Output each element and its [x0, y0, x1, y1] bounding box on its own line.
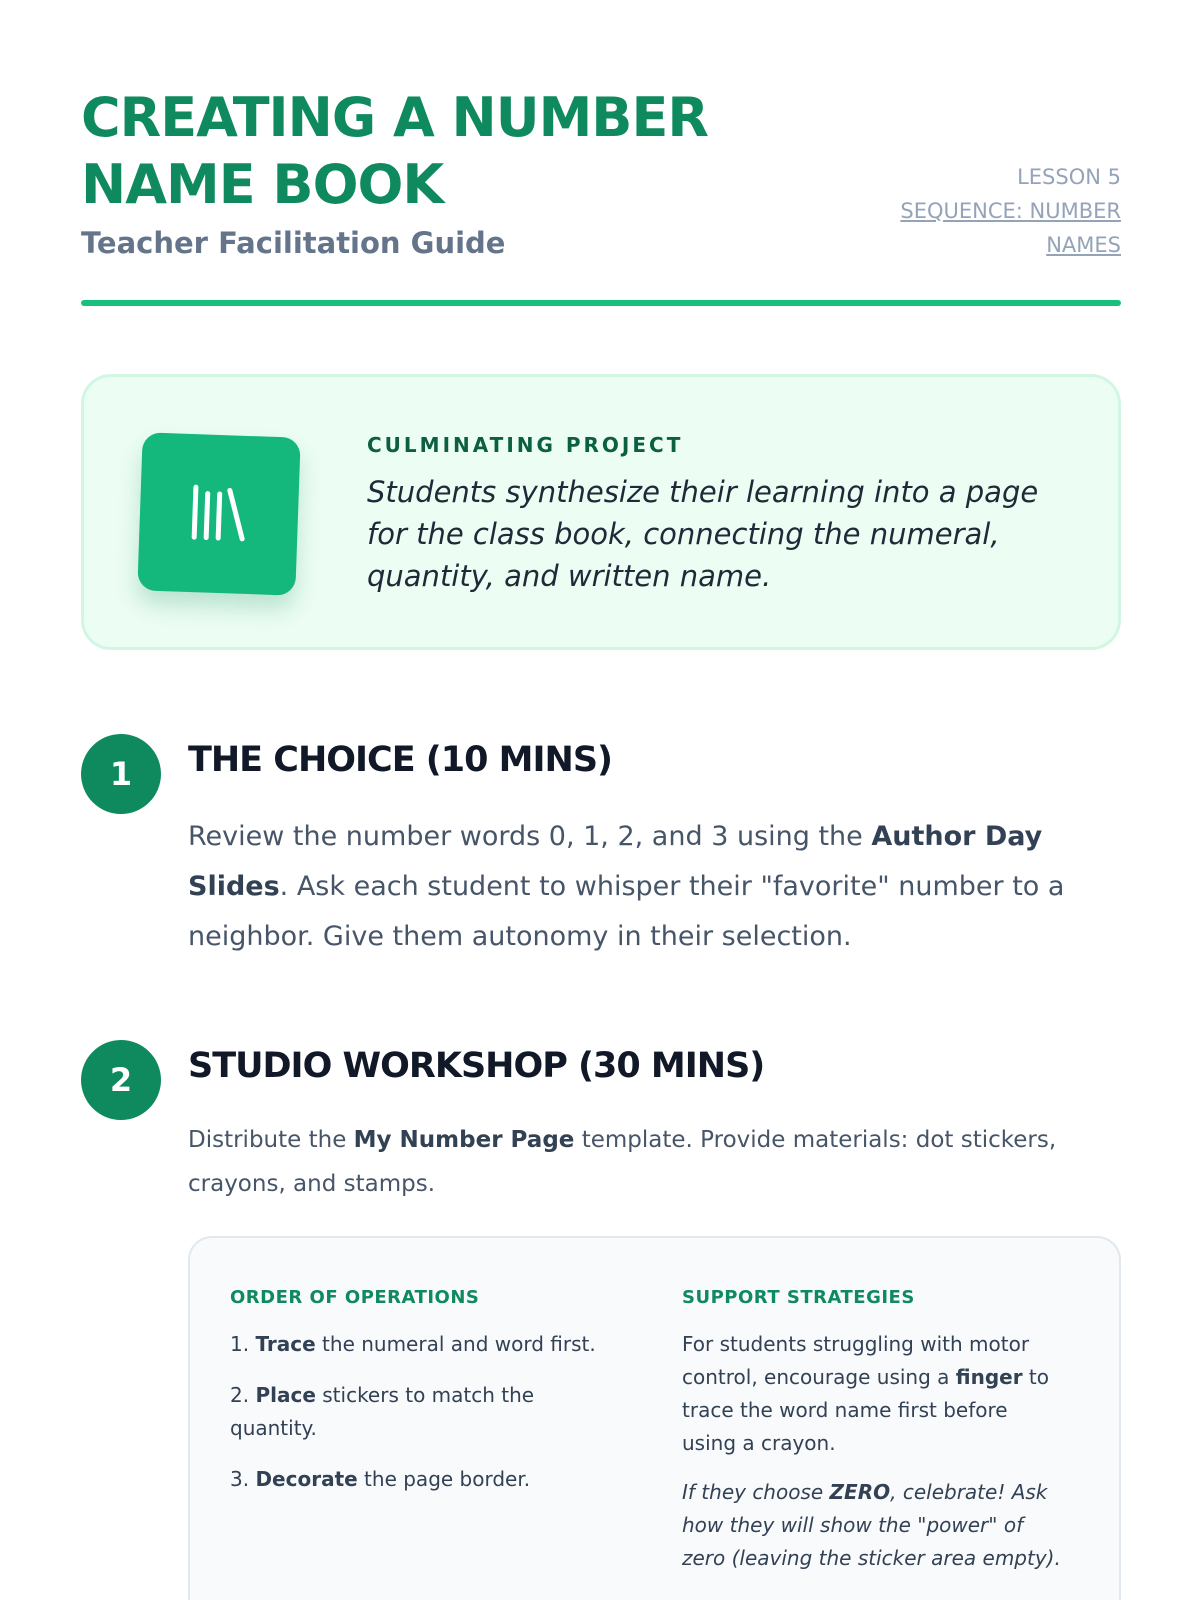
zero-note: If they choose ZERO, celebrate! Ask how they will show the "power" of zero (leaving the sticker area empty). [682, 1480, 1061, 1570]
step-1-number: 1 [81, 734, 161, 814]
page-header [81, 84, 1121, 260]
header-divider [81, 300, 1121, 306]
step-2-number: 2 [81, 1040, 161, 1120]
support-strategies [682, 1286, 1062, 1591]
page-title: CREATING A NUMBER NAME BOOK [81, 86, 708, 216]
culminating-project-card [81, 374, 1121, 650]
support-paragraph: For students struggling with motor control, encourage using a finger to trace the word name first before using a crayon. [682, 1332, 1050, 1455]
step-2-body: Distribute the My Number Page template. Provide materials: dot stickers, crayons, and stamps. [188, 1127, 1057, 1197]
list-item: 3. Decorate the page border. [230, 1467, 531, 1491]
sequence-link[interactable]: SEQUENCE: NUMBER NAMES [900, 199, 1121, 257]
operations-heading: ORDER OF OPERATIONS [230, 1287, 480, 1308]
step-1-body: Review the number words 0, 1, 2, and 3 using the Author Day Slides. Ask each student to whisper their "favorite" number to a neighbor. Give them autonomy in their selection. [188, 821, 1065, 952]
operations-list [230, 1328, 610, 1496]
step-2-title: STUDIO WORKSHOP (30 MINS) [188, 1046, 765, 1086]
step-1-title: THE CHOICE (10 MINS) [188, 740, 613, 780]
books-icon [137, 432, 300, 595]
order-of-operations [230, 1286, 610, 1514]
support-heading: SUPPORT STRATEGIES [682, 1287, 915, 1308]
workshop-details-card [188, 1236, 1121, 1600]
list-item: 1. Trace the numeral and word first. [230, 1332, 596, 1356]
lesson-meta [861, 160, 1121, 262]
project-eyebrow: CULMINATING PROJECT [367, 433, 684, 457]
project-description: Students synthesize their learning into a page for the class book, connecting the numeral, quantity, and written name. [367, 475, 1039, 593]
page-subtitle: Teacher Facilitation Guide [81, 226, 506, 260]
list-item: 2. Place stickers to match the quantity. [230, 1383, 535, 1440]
lesson-number: LESSON 5 [1017, 165, 1121, 189]
